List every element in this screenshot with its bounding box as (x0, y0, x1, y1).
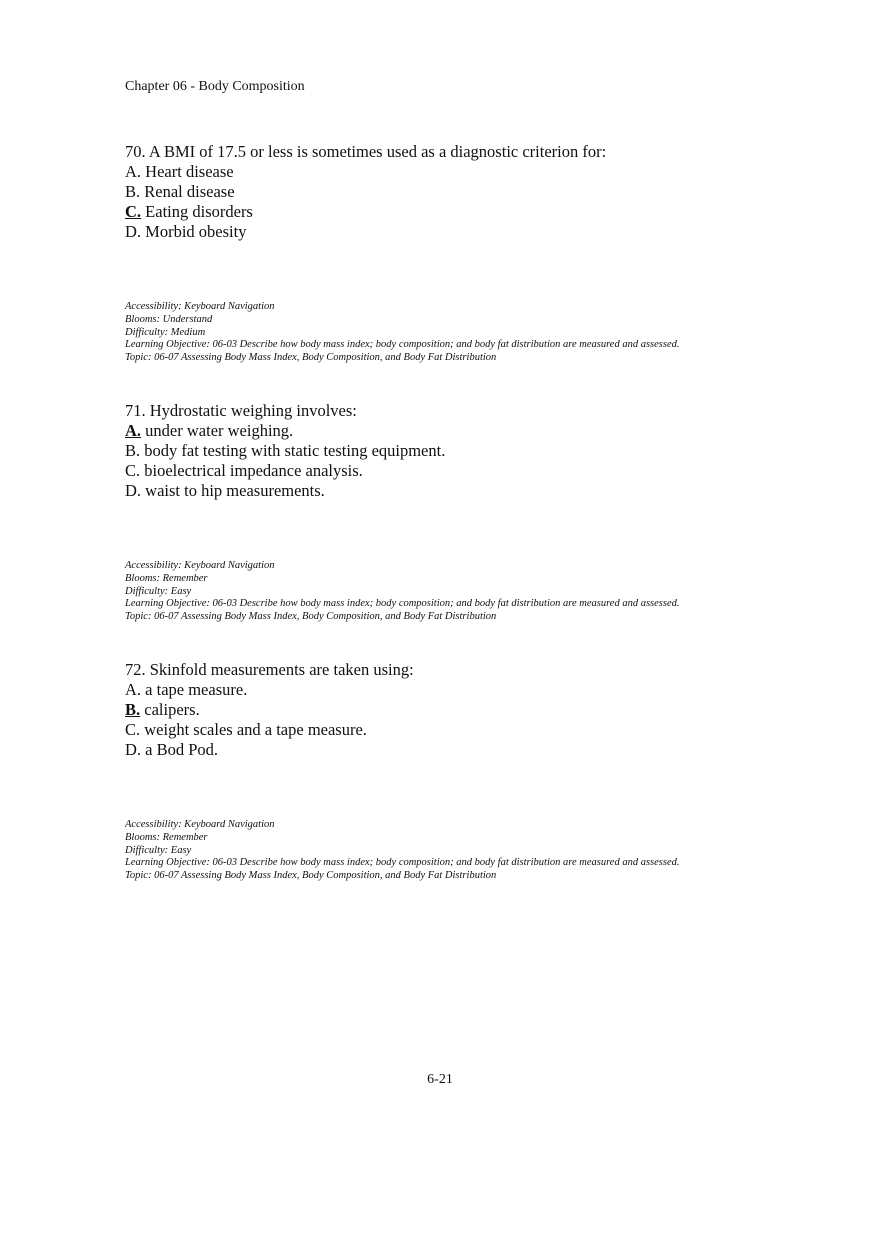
option-text: waist to hip measurements. (141, 481, 325, 500)
page-number: 6-21 (427, 1072, 453, 1087)
meta-accessibility: Accessibility: Keyboard Navigation (125, 301, 275, 312)
option-letter: C. (125, 720, 141, 739)
question-71 (125, 401, 825, 624)
question-stem: 72. Skinfold measurements are taken using: (125, 660, 414, 679)
question-70 (125, 142, 825, 365)
meta-topic: Topic: 06-07 Assessing Body Mass Index, Body Composition, and Body Fat Distribution (125, 352, 497, 364)
option-letter: B. (125, 182, 141, 201)
option-text: weight scales and a tape measure. (140, 720, 367, 739)
question-metadata (125, 819, 825, 883)
meta-topic: Topic: 06-07 Assessing Body Mass Index, Body Composition, and Body Fat Distribution (125, 611, 497, 623)
option-letter: D. (125, 740, 142, 759)
option-b-correct (125, 700, 825, 720)
option-b (125, 182, 825, 202)
option-a (125, 680, 825, 700)
option-d (125, 481, 825, 501)
question-metadata (125, 560, 825, 624)
correct-answer-letter: A. (125, 421, 142, 440)
meta-blooms: Blooms: Understand (125, 313, 213, 325)
meta-difficulty: Difficulty: Easy (125, 585, 192, 597)
meta-accessibility: Accessibility: Keyboard Navigation (125, 819, 275, 830)
question-stem: 70. A BMI of 17.5 or less is sometimes used as a diagnostic criterion for: (125, 142, 607, 161)
option-text: Eating disorders (141, 202, 253, 221)
option-a (125, 162, 825, 182)
option-c (125, 461, 825, 481)
meta-learning-objective: Learning Objective: 06-03 Describe how body mass index; body composition; and body fat distribution are measured and assessed. (125, 339, 680, 351)
option-text: body fat testing with static testing equipment. (140, 441, 446, 460)
option-text: Heart disease (141, 162, 234, 181)
option-a-correct (125, 421, 825, 441)
meta-difficulty: Difficulty: Easy (125, 844, 192, 856)
option-c-correct (125, 202, 825, 222)
page-header: Chapter 06 - Body Composition (125, 79, 305, 94)
meta-accessibility: Accessibility: Keyboard Navigation (125, 560, 275, 571)
option-text: bioelectrical impedance analysis. (140, 461, 363, 480)
meta-topic: Topic: 06-07 Assessing Body Mass Index, Body Composition, and Body Fat Distribution (125, 870, 497, 882)
question-metadata (125, 301, 825, 365)
option-letter: D. (125, 481, 142, 500)
option-c (125, 720, 825, 740)
option-text: a Bod Pod. (141, 740, 219, 759)
option-b (125, 441, 825, 461)
option-letter: A. (125, 680, 142, 699)
option-d (125, 222, 825, 242)
question-stem: 71. Hydrostatic weighing involves: (125, 401, 357, 420)
correct-answer-letter: C. (125, 202, 142, 221)
option-letter: A. (125, 162, 142, 181)
option-text: under water weighing. (141, 421, 294, 440)
option-text: a tape measure. (141, 680, 248, 699)
meta-learning-objective: Learning Objective: 06-03 Describe how body mass index; body composition; and body fat distribution are measured and assessed. (125, 857, 680, 869)
correct-answer-letter: B. (125, 700, 141, 719)
option-letter: D. (125, 222, 142, 241)
option-text: Morbid obesity (141, 222, 247, 241)
question-72 (125, 660, 825, 883)
option-letter: C. (125, 461, 141, 480)
option-letter: B. (125, 441, 141, 460)
meta-learning-objective: Learning Objective: 06-03 Describe how body mass index; body composition; and body fat distribution are measured and assessed. (125, 598, 680, 610)
meta-blooms: Blooms: Remember (125, 572, 208, 584)
meta-difficulty: Difficulty: Medium (125, 326, 206, 338)
option-text: Renal disease (140, 182, 235, 201)
option-d (125, 740, 825, 760)
meta-blooms: Blooms: Remember (125, 831, 208, 843)
option-text: calipers. (140, 700, 200, 719)
